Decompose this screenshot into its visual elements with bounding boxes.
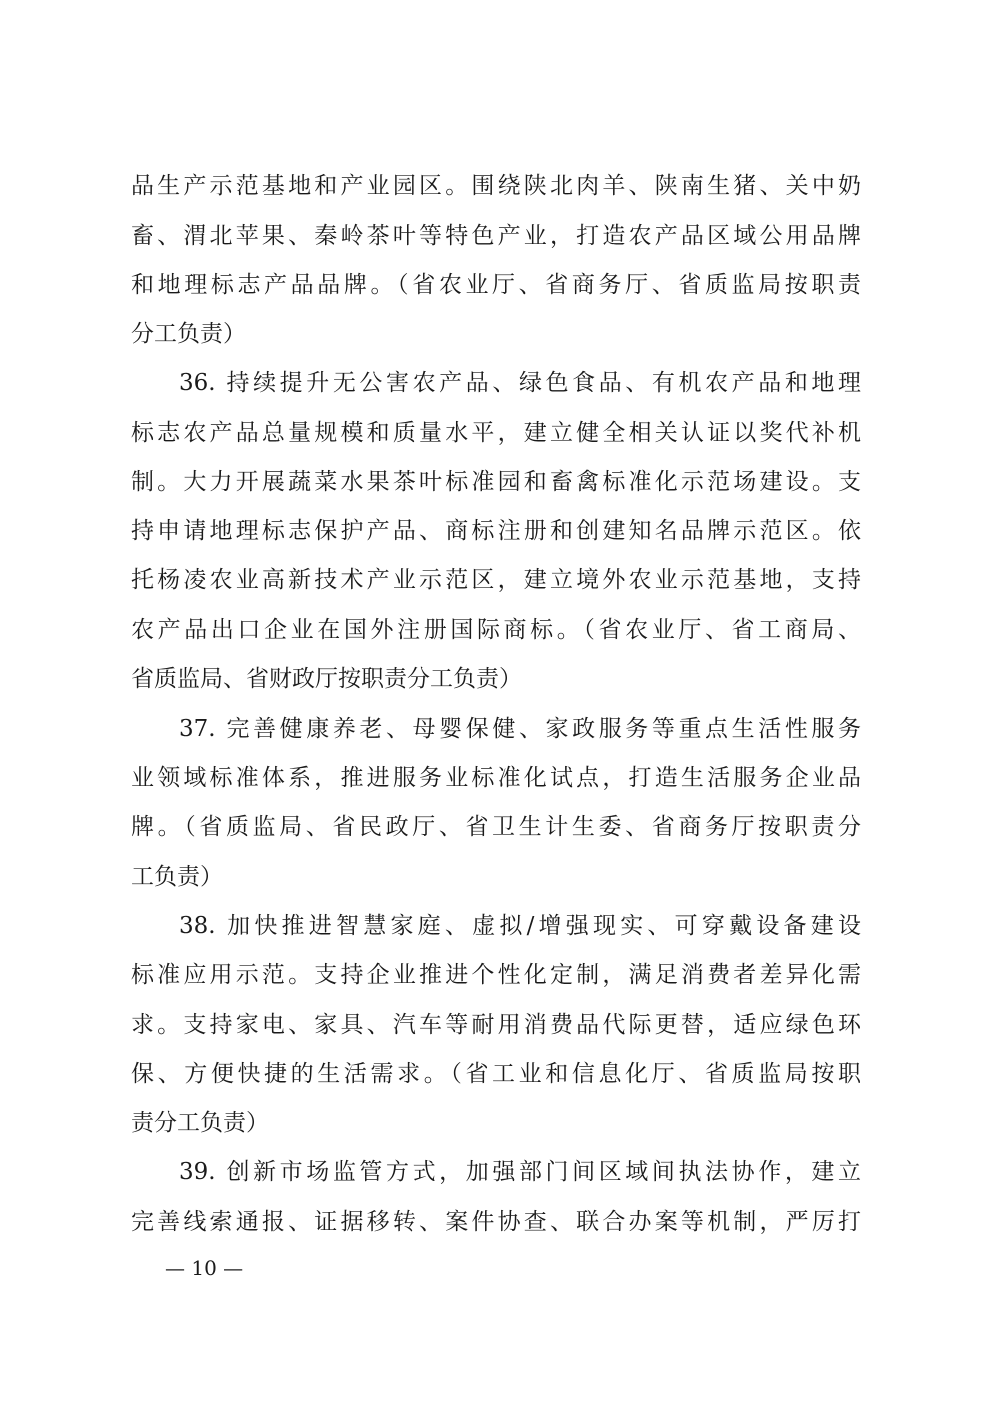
text-line: 分工负责）: [131, 321, 246, 347]
paragraph-38-first-line: 38. 加快推进智慧家庭、虚拟/增强现实、可穿戴设备建设: [179, 913, 861, 939]
text-line: 标准应用示范。支持企业推进个性化定制，满足消费者差异化需: [131, 962, 861, 988]
text-line: 保、方便快捷的生活需求。（省工业和信息化厅、省质监局按职: [131, 1061, 861, 1087]
paragraph-36-first-line: 36. 持续提升无公害农产品、绿色食品、有机农产品和地理: [179, 370, 861, 396]
text-line: 责分工负责）: [131, 1110, 269, 1136]
text-line: 业领域标准体系，推进服务业标准化试点，打造生活服务企业品: [131, 765, 861, 791]
paragraph-39-first-line: 39. 创新市场监管方式，加强部门间区域间执法协作，建立: [179, 1159, 861, 1185]
text-line: 完善线索通报、证据移转、案件协查、联合办案等机制，严厉打: [131, 1209, 861, 1235]
text-line: 牌。（省质监局、省民政厅、省卫生计生委、省商务厅按职责分: [131, 814, 861, 840]
text-line: 托杨凌农业高新技术产业示范区，建立境外农业示范基地，支持: [131, 567, 861, 593]
text-line: 畜、渭北苹果、秦岭茶叶等特色产业，打造农产品区域公用品牌: [131, 223, 861, 249]
text-line: 省质监局、省财政厅按职责分工负责）: [131, 666, 522, 692]
text-line: 工负责）: [131, 864, 223, 890]
text-line: 标志农产品总量规模和质量水平，建立健全相关认证以奖代补机: [131, 420, 861, 446]
text-line: 品生产示范基地和产业园区。围绕陕北肉羊、陕南生猪、关中奶: [131, 173, 861, 199]
text-line: 制。大力开展蔬菜水果茶叶标准园和畜禽标准化示范场建设。支: [131, 469, 861, 495]
text-line: 求。支持家电、家具、汽车等耐用消费品代际更替，适应绿色环: [131, 1012, 861, 1038]
text-line: 持申请地理标志保护产品、商标注册和创建知名品牌示范区。依: [131, 518, 861, 544]
text-line: 和地理标志产品品牌。（省农业厅、省商务厅、省质监局按职责: [131, 272, 861, 298]
paragraph-37-first-line: 37. 完善健康养老、母婴保健、家政服务等重点生活性服务: [179, 716, 861, 742]
page-number: — 10 —: [165, 1256, 244, 1280]
text-line: 农产品出口企业在国外注册国际商标。（省农业厅、省工商局、: [131, 617, 861, 643]
